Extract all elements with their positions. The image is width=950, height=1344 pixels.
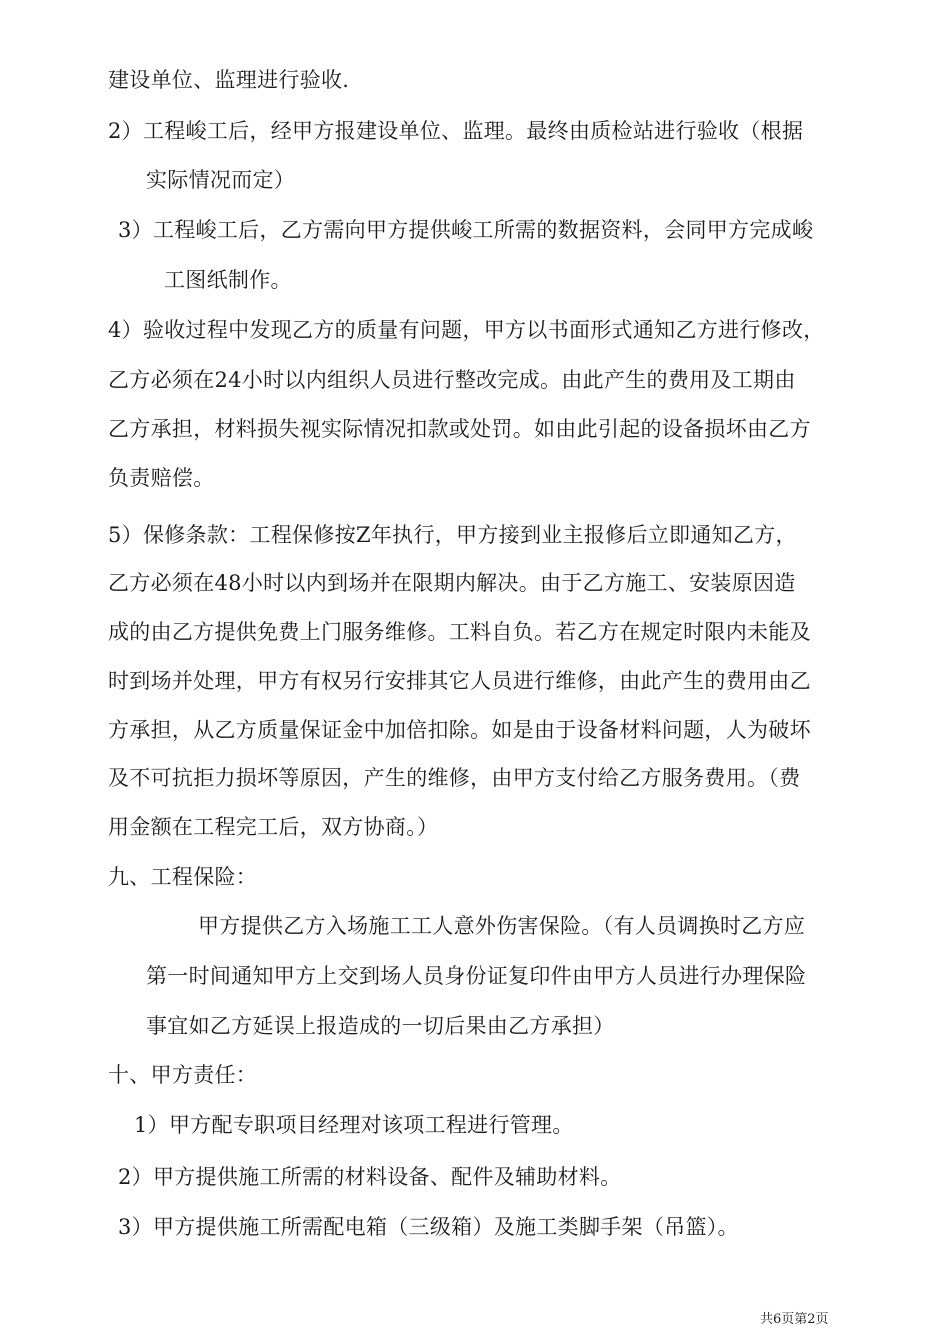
text-line: 2）甲方提供施工所需的材料设备、配件及辅助材料。 xyxy=(118,1165,622,1189)
text-line: 3）工程峻工后，乙方需向甲方提供峻工所需的数据资料，会同甲方完成峻 xyxy=(118,218,814,242)
text-line: 1）甲方配专职项目经理对该项工程进行管理。 xyxy=(134,1113,574,1137)
text-line: 方承担，从乙方质量保证金中加倍扣除。如是由于设备材料问题，人为破坏 xyxy=(108,718,811,742)
page-number-footer: 共6页第2页 xyxy=(760,1312,829,1327)
text-line: 工图纸制作。 xyxy=(164,268,292,292)
text-line: 乙方必须在24小时以内组织人员进行整改完成。由此产生的费用及工期由 xyxy=(108,368,796,392)
text-line: 甲方提供乙方入场施工工人意外伤害保险。（有人员调换时乙方应 xyxy=(198,914,806,938)
text-line: 负责赔偿。 xyxy=(108,466,215,490)
text-line: 乙方承担，材料损失视实际情况扣款或处罚。如由此引起的设备损坏由乙方 xyxy=(108,417,811,441)
section-heading: 十、甲方责任： xyxy=(108,1063,258,1087)
text-line: 2）工程峻工后，经甲方报建设单位、监理。最终由质检站进行验收（根据 xyxy=(108,119,804,143)
text-line: 事宜如乙方延误上报造成的一切后果由乙方承担） xyxy=(146,1014,615,1038)
text-line: 实际情况而定） xyxy=(146,168,296,192)
text-line: 3）甲方提供施工所需配电箱（三级箱）及施工类脚手架（吊篮）。 xyxy=(118,1215,739,1239)
text-line: 时到场并处理，甲方有权另行安排其它人员进行维修，由此产生的费用由乙 xyxy=(108,669,811,693)
text-line: 及不可抗拒力损坏等原因，产生的维修，由甲方支付给乙方服务费用。（费 xyxy=(108,766,801,790)
text-line: 乙方必须在48小时以内到场并在限期内解决。由于乙方施工、安装原因造 xyxy=(108,571,796,595)
text-line: 5）保修条款：工程保修按Z年执行，甲方接到业主报修后立即通知乙方， xyxy=(108,523,797,547)
section-heading: 九、工程保险： xyxy=(108,865,258,889)
text-line: 成的由乙方提供免费上门服务维修。工料自负。若乙方在规定时限内未能及 xyxy=(108,620,811,644)
text-line: 用金额在工程完工后，双方协商。） xyxy=(108,815,439,839)
text-line: 第一时间通知甲方上交到场人员身份证复印件由甲方人员进行办理保险 xyxy=(146,964,807,988)
text-line: 建设单位、监理进行验收. xyxy=(108,68,350,92)
text-line: 4）验收过程中发现乙方的质量有问题，甲方以书面形式通知乙方进行修改， xyxy=(108,318,825,342)
